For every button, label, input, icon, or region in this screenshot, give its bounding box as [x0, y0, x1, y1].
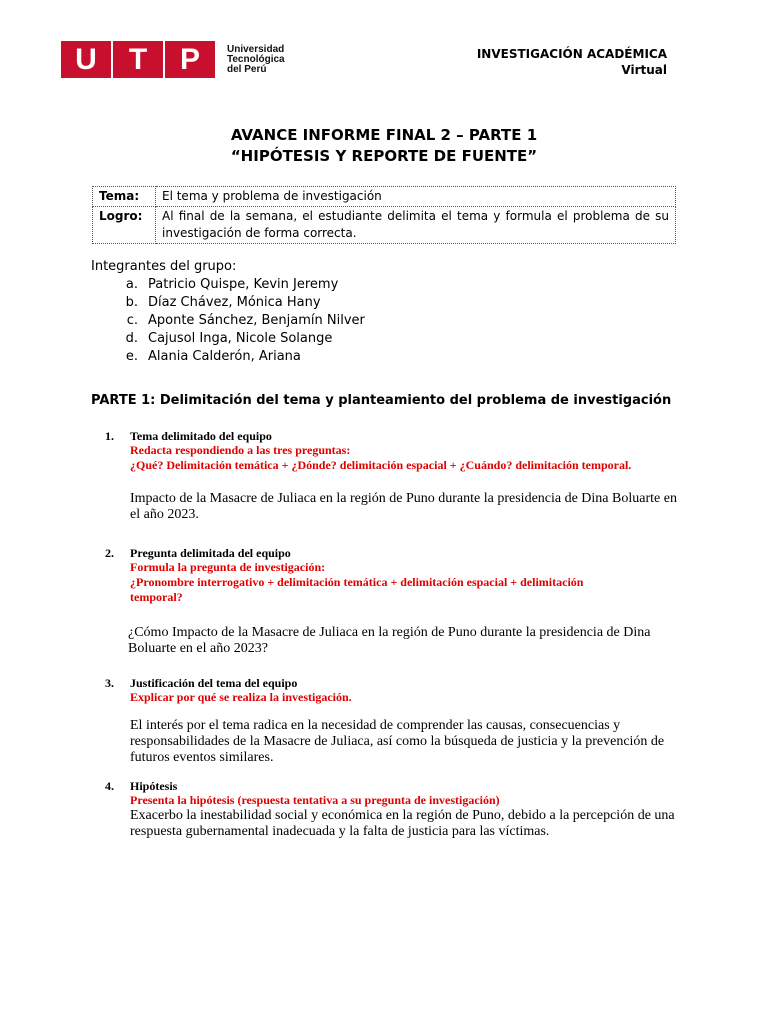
tema-label: Tema: — [93, 187, 156, 207]
section-instruction: Explicar por qué se realiza la investigación. — [130, 690, 352, 704]
section-instruction: Presenta la hipótesis (respuesta tentativa a su pregunta de investigación) — [130, 793, 500, 807]
list-marker: e. — [125, 349, 138, 364]
list-marker: d. — [125, 331, 138, 346]
member-list — [91, 276, 365, 366]
group-members — [91, 258, 365, 366]
logo-letter-u: U — [61, 41, 111, 78]
section-number: 2. — [105, 546, 114, 560]
section-instruction-detail: ¿Qué? Delimitación temática + ¿Dónde? delimitación espacial + ¿Cuándo? delimitación temporal. — [130, 458, 632, 472]
section-answer: Exacerbo la inestabilidad social y económica en la región de Puno, debido a la percepción de una respuesta gubernamental inadecuada y la falta de justicia para las víctimas. — [130, 808, 675, 839]
section-number: 3. — [105, 676, 114, 690]
logro-label: Logro: — [93, 207, 156, 244]
section-heading: Tema delimitado del equipo — [130, 429, 272, 443]
section-instruction: Redacta respondiendo a las tres preguntas: — [130, 443, 351, 457]
utp-logo — [61, 41, 285, 78]
list-item — [91, 276, 365, 294]
section-answer: Impacto de la Masacre de Juliaca en la región de Puno durante la presidencia de Dina Boluarte en el año 2023. — [130, 491, 677, 522]
member-name: Patricio Quispe, Kevin Jeremy — [148, 277, 339, 292]
group-heading: Integrantes del grupo: — [91, 259, 237, 274]
member-name: Díaz Chávez, Mónica Hany — [148, 295, 321, 310]
section-heading: Justificación del tema del equipo — [130, 676, 298, 690]
section-hipotesis — [105, 779, 685, 840]
section-instruction: Formula la pregunta de investigación: — [130, 560, 326, 574]
part1-heading: PARTE 1: Delimitación del tema y planteamiento del problema de investigación — [91, 393, 672, 408]
logo-text-line3: del Perú — [227, 63, 267, 75]
logo-letter-p: P — [165, 41, 215, 78]
section-answer: El interés por el tema radica en la necesidad de comprender las causas, consecuencias y responsabilidades de la Masacre de Juliaca, así como la búsqueda de justicia y la prevención de futuros eventos similares. — [130, 718, 665, 765]
section-tema-delimitado — [105, 429, 685, 523]
section-justificacion — [105, 676, 685, 766]
list-marker: b. — [125, 295, 138, 310]
member-name: Alania Calderón, Ariana — [148, 349, 301, 364]
header-course-info — [477, 46, 667, 78]
section-number: 4. — [105, 779, 114, 793]
list-item — [91, 294, 365, 312]
section-pregunta-delimitada — [105, 546, 685, 657]
logo-university-name — [227, 45, 285, 75]
member-name: Aponte Sánchez, Benjamín Nilver — [148, 313, 365, 328]
logro-value: Al final de la semana, el estudiante delimita el tema y formula el problema de su investigación de forma correcta. — [156, 207, 676, 244]
header-course-title: INVESTIGACIÓN ACADÉMICA — [476, 47, 667, 61]
section-number: 1. — [105, 429, 114, 443]
section-heading: Pregunta delimitada del equipo — [130, 546, 291, 560]
table-row-logro — [93, 207, 676, 244]
section-answer: ¿Cómo Impacto de la Masacre de Juliaca en la región de Puno durante la presidencia de Dina Boluarte en el año 2023? — [128, 625, 651, 656]
tema-value: El tema y problema de investigación — [156, 187, 676, 207]
info-table — [92, 186, 676, 244]
list-marker: a. — [125, 277, 138, 292]
list-item — [91, 348, 365, 366]
section-heading: Hipótesis — [130, 779, 178, 793]
document-subtitle: “HIPÓTESIS Y REPORTE DE FUENTE” — [230, 147, 538, 165]
list-item — [91, 312, 365, 330]
logo-letter-t: T — [113, 41, 163, 78]
list-marker: c. — [126, 313, 138, 328]
table-row-tema — [93, 187, 676, 207]
section-instruction-detail: ¿Pronombre interrogativo + delimitación temática + delimitación espacial + delimitación temporal? — [130, 575, 584, 604]
logo-text-line1: Universidad — [227, 43, 285, 55]
header-modality: Virtual — [621, 63, 667, 77]
list-item — [91, 330, 365, 348]
member-name: Cajusol Inga, Nicole Solange — [148, 331, 333, 346]
logo-text-line2: Tecnológica — [227, 53, 285, 65]
document-title: AVANCE INFORME FINAL 2 – PARTE 1 — [230, 126, 538, 144]
